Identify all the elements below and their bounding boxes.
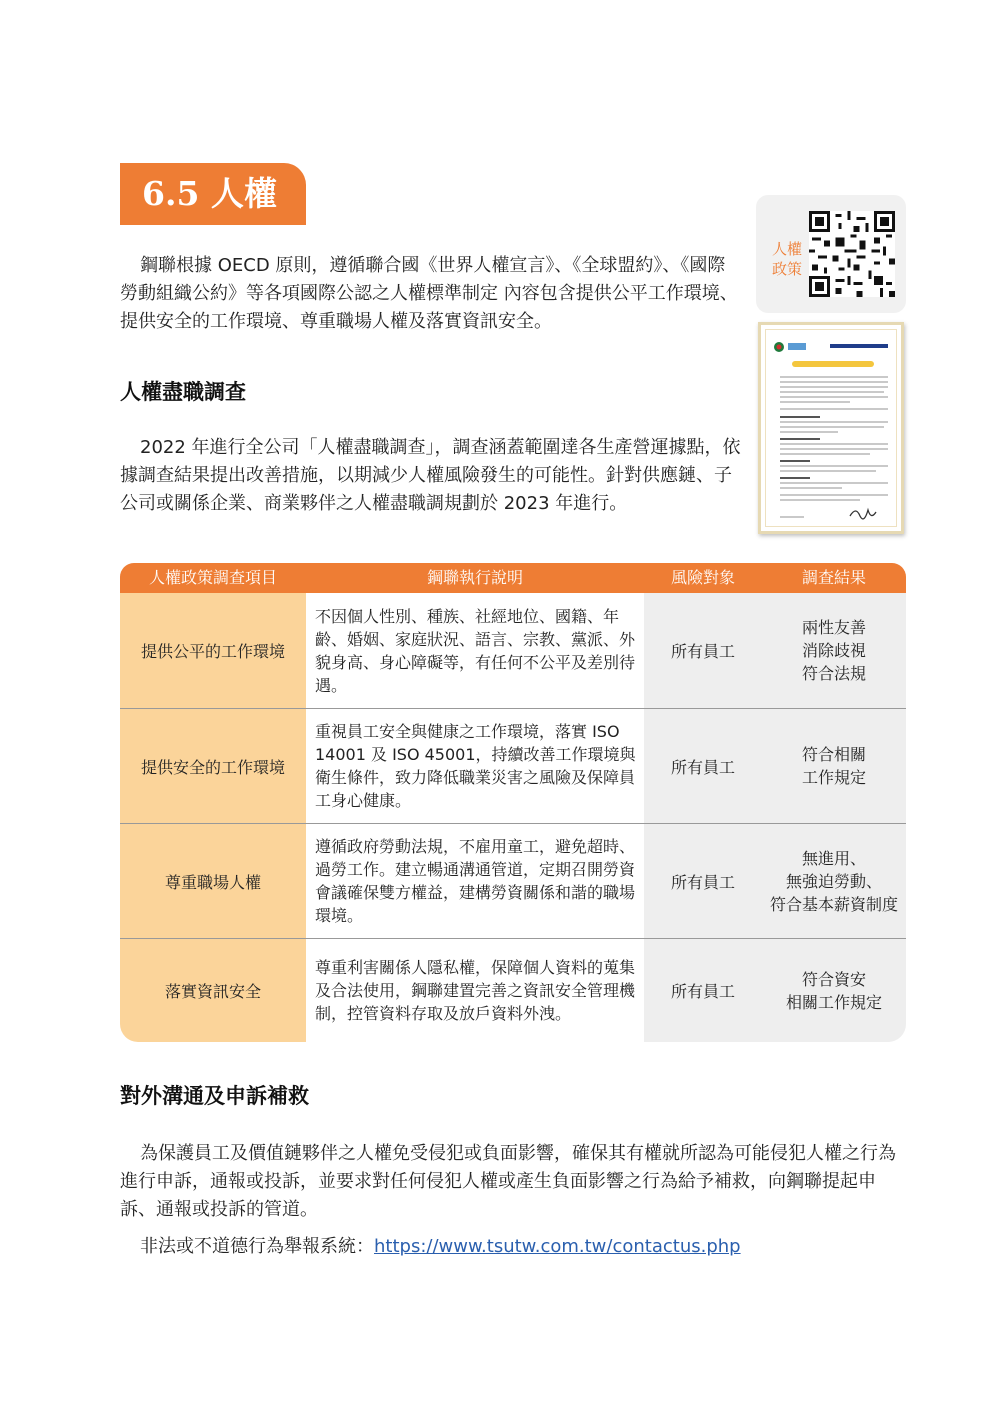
report-line	[120, 1233, 908, 1261]
table-row-result: 兩性友善 消除歧視 符合法規	[801, 618, 866, 683]
report-label: 非法或不道德行為舉報系統：	[140, 1236, 374, 1257]
table-row-result: 無進用、 無強迫勞動、 符合基本薪資制度	[769, 848, 898, 914]
policy-qr-card[interactable]	[756, 195, 906, 313]
table-row-target: 所有員工	[670, 642, 735, 661]
report-link[interactable]: https://www.tsutw.com.tw/contactus.php	[374, 1236, 741, 1257]
table-row-item: 提供安全的工作環境	[140, 757, 285, 777]
table-row-item: 尊重職場人權	[164, 872, 261, 892]
header-item: 人權政策調查項目	[148, 568, 277, 587]
intro-paragraph: 鋼聯根據 OECD 原則，遵循聯合國《世界人權宣言》、《全球盟約》、《國際勞動組織公約》等各項國際公認之人權標準制定 內容包含提供公平工作環境、提供安全的工作環境、尊重職場人權及落實資訊安全。	[120, 255, 738, 332]
due-diligence-heading: 人權盡職調查	[120, 380, 246, 404]
table-body	[120, 593, 906, 1042]
table-row-target: 所有員工	[670, 872, 735, 892]
header-result: 調查結果	[801, 568, 866, 587]
header-description: 鋼聯執行說明	[426, 568, 523, 587]
table-row-result: 符合資安 相關工作規定	[785, 969, 882, 1012]
policy-certificate-icon	[758, 322, 904, 534]
table-row-description: 遵循政府勞動法規，不雇用童工，避免超時、過勞工作。建立暢通溝通管道，定期召開勞資會議確保雙方權益，建構勞資關係和諧的職場環境。	[315, 837, 636, 925]
table-row-result: 符合相關 工作規定	[801, 745, 866, 787]
header-target: 風險對象	[670, 568, 735, 587]
table-row-item: 落實資訊安全	[164, 982, 261, 1001]
communication-paragraph: 為保護員工及價值鏈夥伴之人權免受侵犯或負面影響，確保其有權就所認為可能侵犯人權之行為進行申訴，通報或投訴，並要求對任何侵犯人權或產生負面影響之行為給予補救，向鋼聯提起申訴、通報或投訴的管道。	[120, 1143, 896, 1220]
due-diligence-paragraph: 2022 年進行全公司「人權盡職調查」，調查涵蓋範圍達各生產營運據點，依據調查結果提出改善措施，以期減少人權風險發生的可能性。針對供應鏈、子公司或關係企業、商業夥伴之人權盡職調規劃於 2023 年進行。	[120, 437, 741, 514]
section-title: 6.5 人權	[120, 163, 306, 225]
table-row-item: 提供公平的工作環境	[140, 642, 285, 661]
table-row-description: 尊重利害關係人隱私權，保障個人資料的蒐集及合法使用，鋼聯建置完善之資訊安全管理機制，控管資料存取及放戶資料外洩。	[315, 958, 636, 1023]
qr-label: 人權政策	[771, 240, 802, 278]
table-row-target: 所有員工	[670, 982, 735, 1001]
table-row-description: 不因個人性別、種族、社經地位、國籍、年齡、婚姻、家庭狀況、語言、宗教、黨派、外貌身高、身心障礙等，有任何不公平及差別待遇。	[315, 606, 636, 695]
qr-code-icon[interactable]	[809, 211, 895, 297]
table-header	[120, 563, 906, 593]
table-row-target: 所有員工	[670, 757, 735, 777]
table-row-description: 重視員工安全與健康之工作環境，落實 ISO 14001 及 ISO 45001，持續改善工作環境與衛生條件，致力降低職業災害之風險及保障員工身心健康。	[315, 722, 636, 810]
communication-heading: 對外溝通及申訴補救	[120, 1084, 309, 1108]
